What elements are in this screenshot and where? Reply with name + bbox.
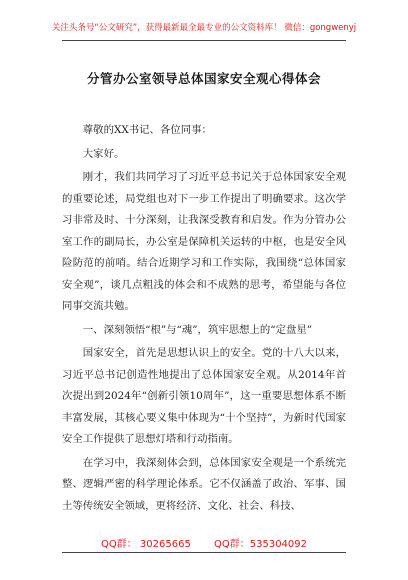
qq-group-1: QQ群： 30265665: [100, 539, 191, 550]
footer-qq-groups: [0, 535, 408, 550]
qq-group-2: QQ群：535304092: [214, 539, 308, 550]
body-paragraph: 在学习中，我深刻体会到，总体国家安全观是一个系统完整、逻辑严密的科学理论体系。它不仅涵盖了政治、军事、国土等传统安全领域，更将经济、文化、社会、科技、: [62, 456, 346, 512]
body-paragraph: 刚才，我们共同学习了习近平总书记关于总体国家安全观的重要论述，局党组也对下一步工作提出了明确要求。这次学习非常及时、十分深刻，让我深受教育和启发。作为分管办公室工作的副局长，办公室是保障机关运转的中枢，也是安全风险防范的前哨。结合近期学习和工作实际，我围绕“总体国家安全观”，谈几点粗浅的体会和不成熟的思考，希望能与各位同事交流共勉。: [62, 171, 346, 312]
document-title: 分管办公室领导总体国家安全观心得体会: [86, 71, 321, 86]
header-divider: [62, 40, 346, 41]
salutation: 尊敬的XX书记、各位同事：: [82, 124, 212, 136]
greeting: 大家好。: [82, 147, 125, 160]
body-paragraph: 国家安全，首先是思想认识上的安全。党的十八大以来，习近平总书记创造性地提出了总体国家安全观。从2014年首次提出到2024年“创新引领10周年”，这一重要思想体系不断丰富发展，其核心要义集中体现为“十个坚持”，为新时代国家安全工作提供了思想灯塔和行动指南。: [62, 347, 346, 445]
section-heading: 一、深刻领悟“根”与“魂”，筑牢思想上的“定盘星”: [82, 323, 313, 336]
header-banner: 关注头条号“公文研究”，获得最新最全最专业的公文资料库！ 微信：gongwenyj: [51, 23, 357, 33]
footer-divider: [62, 552, 346, 553]
document-body: [62, 120, 346, 519]
